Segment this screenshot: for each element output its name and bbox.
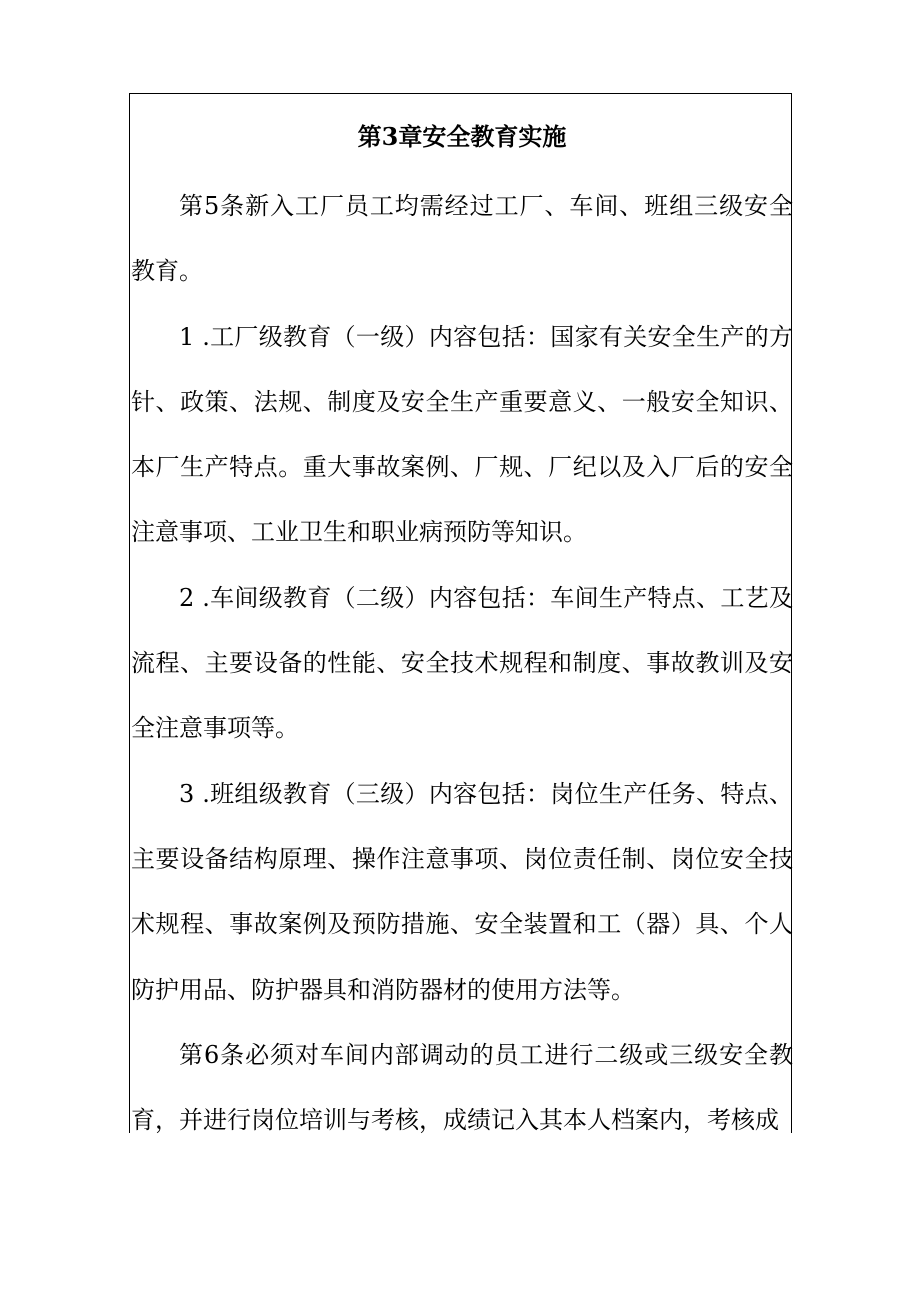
chapter-title: 第3章安全教育实施 [357,122,567,151]
level-1-education-paragraph: 1 .工厂级教育（一级）内容包括：国家有关安全生产的方针、政策、法规、制度及安全生产重要意义、一般安全知识、本厂生产特点。重大事故案例、厂规、厂纪以及入厂后的安全注意事项、工业卫生和职业病预防等知识。 [131,322,793,547]
article-6-paragraph: 第6条必须对车间内部调动的员工进行二级或三级安全教育，并进行岗位培训与考核，成绩记入其本人档案内，考核成 [131,1040,793,1135]
article-5-paragraph: 第5条新入工厂员工均需经过工厂、车间、班组三级安全教育。 [131,192,793,286]
document-body [131,110,793,1153]
level-3-education-paragraph: 3 .班组级教育（三级）内容包括：岗位生产任务、特点、主要设备结构原理、操作注意事项、岗位责任制、岗位安全技术规程、事故案例及预防措施、安全装置和工（器）具、个人防护用品、防护器具和消防器材的使用方法等。 [131,779,793,1004]
level-2-education-paragraph: 2 .车间级教育（二级）内容包括：车间生产特点、工艺及流程、主要设备的性能、安全技术规程和制度、事故教训及安全注意事项等。 [131,583,793,743]
